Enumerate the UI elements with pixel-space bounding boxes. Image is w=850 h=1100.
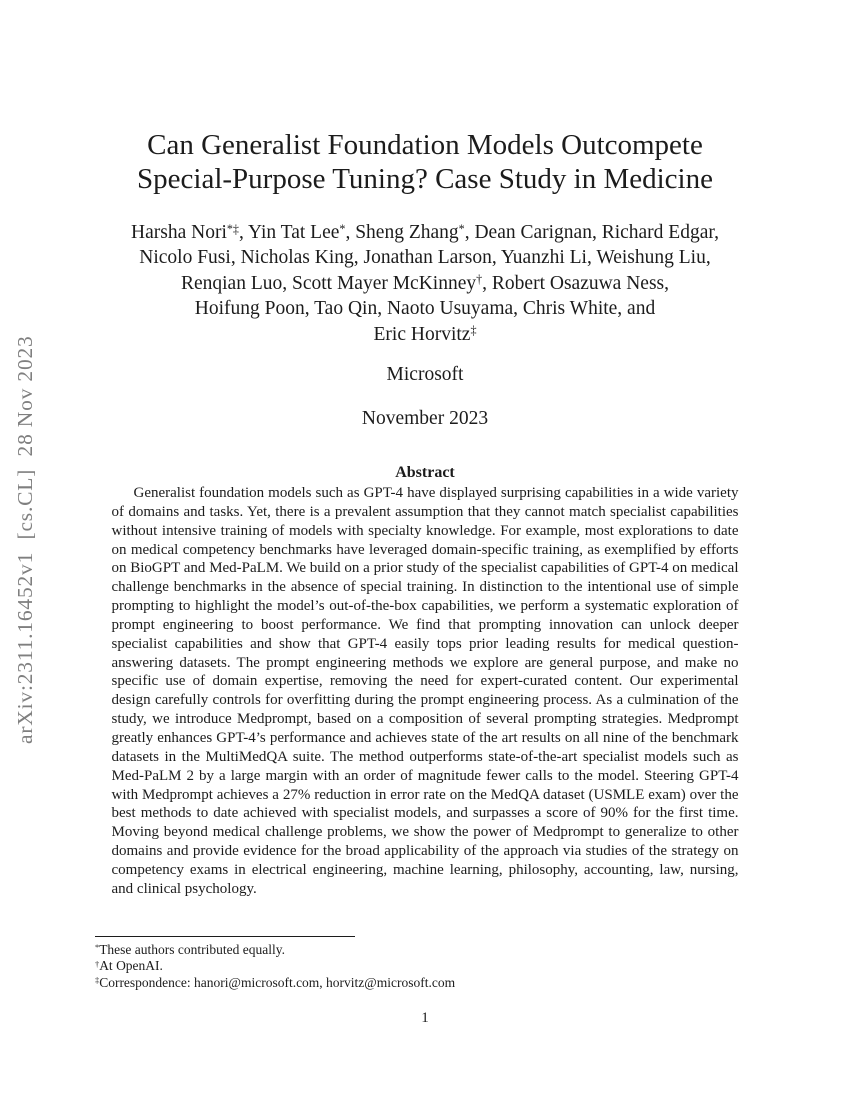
footnote-text: These authors contributed equally. bbox=[99, 942, 286, 957]
footnote-marker: * bbox=[95, 943, 100, 953]
abstract-text: Generalist foundation models such as GPT-4 have displayed surprising capabilities in a wide variety of domains and tasks. Yet, there is a prevalent assumption that they cannot match specialist capabilities without intensive training of models with specialty knowledge. For example, most explorations to date on medical competency benchmarks have leveraged domain-specific training, as exemplified by efforts on BioGPT and Med-PaLM. We build on a prior study of the specialist capabilities of GPT-4 on medical challenge benchmarks in the absence of special training. In distinction to the intentional use of simple prompting to highlight the model’s out-of-the-box capabilities, we perform a systematic exploration of prompt engineering to boost performance. We find that prompting innovation can unlock deeper specialist capabilities and show that GPT-4 easily tops prior leading results for medical question-answering datasets. The prompt engineering methods we explore are general purpose, and make no specific use of domain expertise, removing the need for expert-curated content. Our experimental design carefully controls for overfitting during the prompt engineering process. As a culmination of the study, we introduce Medprompt, based on a composition of several prompting strategies. Medprompt greatly enhances GPT-4’s performance and achieves state of the art results on all nine of the benchmark datasets in the MultiMedQA suite. The method outperforms state-of-the-art specialist models such as Med-PaLM 2 by a large margin with an order of magnitude fewer calls to the model. Steering GPT-4 with Medprompt achieves a 27% reduction in error rate on the MedQA dataset (USMLE exam) over the best methods to date achieved with specialist models, and surpasses a score of 90% for the first time. Moving beyond medical challenge problems, we show the power of Medprompt to generalize to other domains and provide evidence for the broad applicability of the approach via studies of the strategy on competency exams in electrical engineering, machine learning, philosophy, accounting, law, nursing, and clinical psychology. bbox=[111, 485, 739, 897]
footnote-item bbox=[95, 958, 755, 974]
author-line: Harsha Nori*‡, Yin Tat Lee*, Sheng Zhang*, Dean Carignan, Richard Edgar, bbox=[131, 221, 719, 243]
footnote-block bbox=[95, 936, 755, 991]
footnote-marker: ‡ bbox=[95, 975, 100, 985]
abstract-section bbox=[112, 484, 739, 899]
footnote-marker: † bbox=[95, 959, 100, 969]
abstract-heading: Abstract bbox=[395, 464, 455, 482]
footnote-item bbox=[95, 975, 755, 991]
author-line: Eric Horvitz‡ bbox=[373, 323, 477, 345]
publication-date: November 2023 bbox=[361, 408, 489, 430]
author-line: Renqian Luo, Scott Mayer McKinney†, Robert Osazuwa Ness, bbox=[180, 272, 670, 294]
arxiv-watermark: arXiv:2311.16452v1 [cs.CL] 28 Nov 2023 bbox=[13, 335, 37, 745]
footnote-item bbox=[95, 942, 755, 958]
paper-title bbox=[0, 128, 850, 196]
page-number: 1 bbox=[421, 1010, 429, 1026]
author-line: Nicolo Fusi, Nicholas King, Jonathan Larson, Yuanzhi Li, Weishung Liu, bbox=[139, 247, 711, 269]
affiliation: Microsoft bbox=[386, 364, 464, 386]
author-block bbox=[0, 220, 850, 347]
paper-title-line-1: Can Generalist Foundation Models Outcompete bbox=[147, 129, 703, 161]
footnote-text: At OpenAI. bbox=[99, 958, 163, 974]
footnote-text: Correspondence: hanori@microsoft.com, horvitz@microsoft.com bbox=[99, 974, 456, 990]
author-line: Hoifung Poon, Tao Qin, Naoto Usuyama, Chris White, and bbox=[194, 298, 656, 320]
footnote-rule bbox=[95, 936, 355, 937]
paper-title-line-2: Special-Purpose Tuning? Case Study in Medicine bbox=[137, 163, 713, 195]
